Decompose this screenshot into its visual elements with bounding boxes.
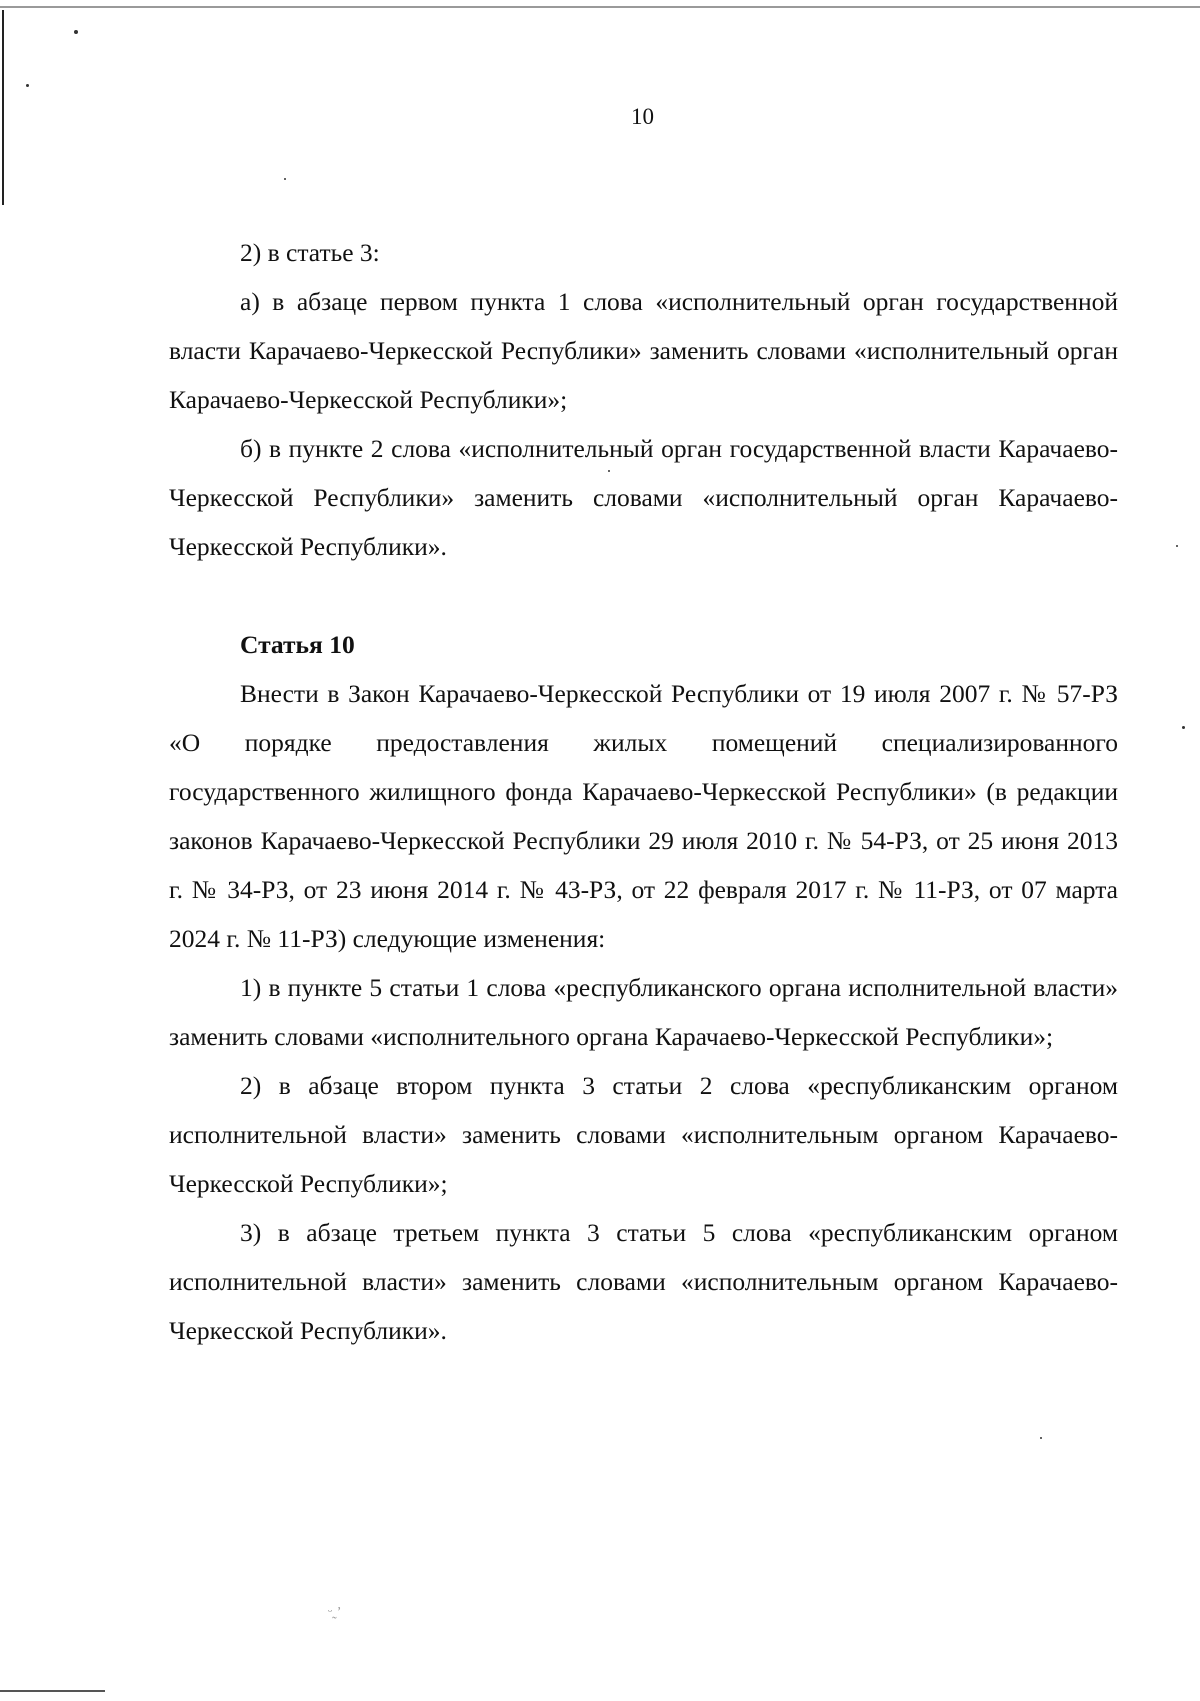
article-heading: Статья 10 (240, 630, 355, 659)
scan-speck (74, 30, 78, 34)
spacer (169, 571, 1118, 620)
scan-mark: ᵕ˷ʼ (328, 1605, 342, 1620)
paragraph: б) в пункте 2 слова «исполнительный орган государственной власти Карачаево-Черкесской Республики» заменить словами «исполнительный орган Карачаево-Черкесской Республики». (169, 434, 1118, 561)
scan-speck (1182, 726, 1185, 729)
paragraph: 2) в абзаце втором пункта 3 статьи 2 слова «республиканским органом исполнительной власти» заменить словами «исполнительным органом Карачаево-Черкесской Республики»; (169, 1071, 1118, 1198)
page-number: 10 (631, 104, 654, 129)
scan-top-edge (0, 6, 1200, 8)
scan-speck (1176, 545, 1178, 547)
scan-speck (1040, 1437, 1042, 1439)
paragraph: а) в абзаце первом пункта 1 слова «исполнительный орган государственной власти Карачаево-Черкесской Республики» заменить словами «исполнительный орган Карачаево-Черкесской Республики»; (169, 287, 1118, 414)
paragraph: Внести в Закон Карачаево-Черкесской Республики от 19 июля 2007 г. № 57-РЗ «О порядке предоставления жилых помещений специализированного государственного жилищного фонда Карачаево-Черкесской Республики» (в редакции законов Карачаево-Черкесской Республики 29 июля 2010 г. № 54-РЗ, от 25 июня 2013 г. № 34-РЗ, от 23 июня 2014 г. № 43-РЗ, от 22 февраля 2017 г. № 11-РЗ, от 07 марта 2024 г. № 11-РЗ) следующие изменения: (169, 679, 1118, 953)
paragraph: 1) в пункте 5 статьи 1 слова «республиканского органа исполнительной власти» заменить словами «исполнительного органа Карачаево-Черкесской Республики»; (169, 973, 1118, 1051)
scan-speck (284, 178, 286, 180)
scan-speck (26, 84, 29, 87)
document-body (169, 228, 1118, 1355)
scan-bottom-edge (0, 1690, 105, 1692)
paragraph: 3) в абзаце третьем пункта 3 статьи 5 слова «республиканским органом исполнительной власти» заменить словами «исполнительным органом Карачаево-Черкесской Республики». (169, 1218, 1118, 1345)
paragraph: 2) в статье 3: (240, 238, 380, 267)
